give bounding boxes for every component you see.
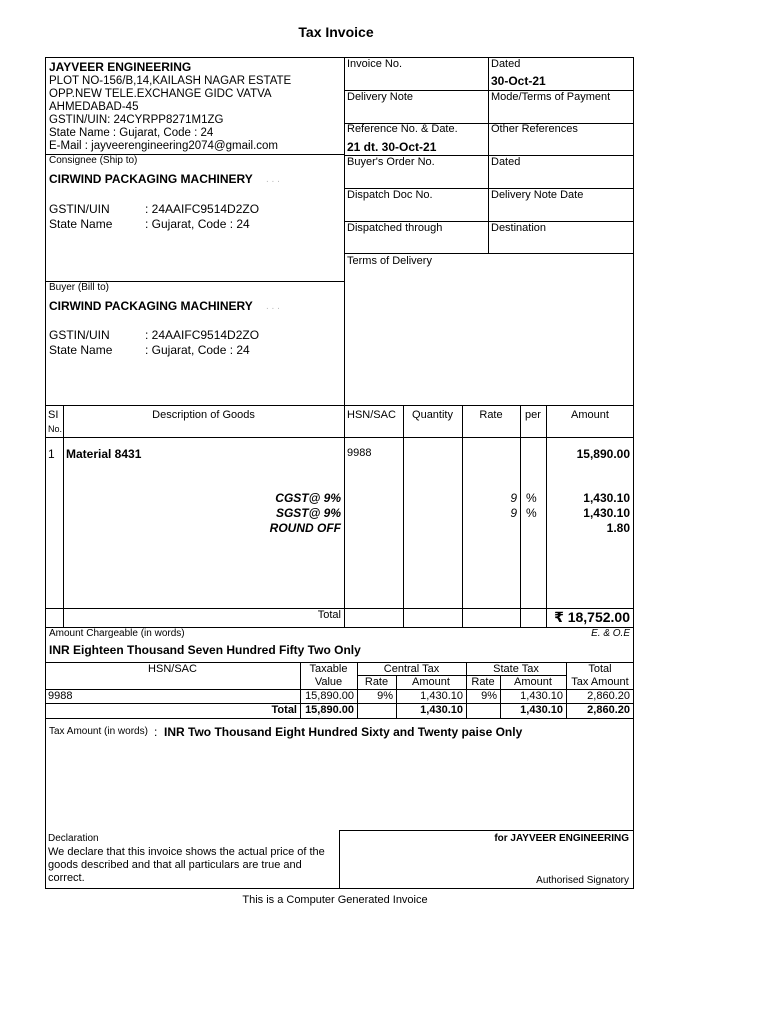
tax-total-amount: 2,860.20: [587, 704, 630, 716]
seller-gstin: GSTIN/UIN: 24CYRPP8271M1ZG: [49, 114, 224, 126]
declaration-heading: Declaration: [48, 833, 99, 844]
for-company: for JAYVEER ENGINEERING: [494, 833, 629, 844]
cgst-label: CGST@ 9%: [275, 491, 341, 505]
cgst-rate: 9: [510, 491, 517, 505]
consignee-state-label: State Name: [49, 217, 113, 231]
tax-state-header: State Tax: [493, 663, 539, 675]
authorised-signatory: Authorised Signatory: [536, 875, 629, 886]
delivery-note-label: Delivery Note: [347, 91, 414, 103]
col-si-header: SI: [48, 409, 59, 421]
buyer-gstin-label: GSTIN/UIN: [49, 328, 110, 342]
tax-row-state-amount: 1,430.10: [520, 690, 563, 702]
tax-words-label: Tax Amount (in words): [49, 726, 148, 737]
col-no-header: No.: [48, 424, 63, 434]
declaration-line-2: goods described and that all particulars are true and: [48, 859, 302, 871]
col-amount-header: Amount: [571, 409, 609, 421]
col-hsn-header: HSN/SAC: [347, 409, 396, 421]
reference-value: 21 dt. 30-Oct-21: [347, 140, 437, 154]
buyer-name: CIRWIND PACKAGING MACHINERY: [49, 299, 253, 313]
tax-total-central-amount: 1,430.10: [420, 704, 463, 716]
consignee-name: CIRWIND PACKAGING MACHINERY: [49, 172, 253, 186]
sgst-per: %: [526, 506, 537, 520]
col-description-header: Description of Goods: [152, 409, 255, 421]
consignee-gstin-value: : 24AAIFC9514D2ZO: [145, 202, 260, 216]
tax-row-central-rate: 9%: [377, 690, 393, 702]
col-per-header: per: [525, 409, 541, 421]
tax-taxable-header-2: Value: [314, 676, 343, 688]
tax-row-central-amount: 1,430.10: [420, 690, 463, 702]
buyer-state-value: : Gujarat, Code : 24: [145, 343, 250, 357]
tax-words-colon: :: [154, 725, 158, 739]
seller-address-2: OPP.NEW TELE.EXCHANGE GIDC VATVA: [49, 88, 272, 100]
tax-row-state-rate: 9%: [481, 690, 497, 702]
buyer-faint-dots: . . .: [266, 301, 280, 312]
round-off-label: ROUND OFF: [269, 521, 341, 535]
tax-total-taxable: 15,890.00: [305, 704, 354, 716]
tax-total-label: Total: [271, 704, 297, 716]
buyers-order-label: Buyer's Order No.: [347, 156, 435, 168]
amount-words: INR Eighteen Thousand Seven Hundred Fifty Two Only: [49, 643, 361, 657]
tax-row-total: 2,860.20: [587, 690, 630, 702]
consignee-heading: Consignee (Ship to): [49, 155, 138, 166]
tax-central-rate-header: Rate: [364, 676, 389, 688]
seller-state: State Name : Gujarat, Code : 24: [49, 127, 214, 139]
declaration-line-1: We declare that this invoice shows the actual price of the: [48, 846, 325, 858]
declaration-line-3: correct.: [48, 872, 85, 884]
round-off-amount: 1.80: [606, 521, 630, 535]
tax-words: INR Two Thousand Eight Hundred Sixty and Twenty paise Only: [164, 725, 523, 739]
tax-taxable-header-1: Taxable: [309, 663, 348, 675]
tax-total-state-amount: 1,430.10: [520, 704, 563, 716]
sgst-amount: 1,430.10: [583, 506, 630, 520]
item-description: Material 8431: [66, 447, 142, 461]
buyer-gstin-value: : 24AAIFC9514D2ZO: [145, 328, 260, 342]
cgst-per: %: [526, 491, 537, 505]
col-quantity-header: Quantity: [412, 409, 453, 421]
buyer-state-label: State Name: [49, 343, 113, 357]
tax-state-amount-header: Amount: [514, 676, 552, 688]
page-title: Tax Invoice: [298, 24, 374, 40]
consignee-faint-dots: . . .: [266, 174, 280, 185]
sgst-label: SGST@ 9%: [275, 506, 341, 520]
tax-hsn-header: HSN/SAC: [148, 663, 197, 675]
dated-label: Dated: [491, 58, 521, 70]
seller-name: JAYVEER ENGINEERING: [49, 60, 192, 74]
items-total-amount: ₹ 18,752.00: [554, 609, 630, 625]
items-total-label: Total: [317, 609, 341, 621]
consignee-gstin-label: GSTIN/UIN: [49, 202, 110, 216]
tax-central-amount-header: Amount: [412, 676, 450, 688]
footer-note: This is a Computer Generated Invoice: [242, 894, 428, 906]
seller-address-3: AHMEDABAD-45: [49, 101, 139, 113]
reference-label: Reference No. & Date.: [347, 123, 458, 135]
dispatch-doc-label: Dispatch Doc No.: [347, 189, 433, 201]
seller-email: E-Mail : jayveerengineering2074@gmail.com: [49, 140, 279, 152]
sgst-rate: 9: [510, 506, 517, 520]
dated2-label: Dated: [491, 156, 521, 168]
mode-terms-label: Mode/Terms of Payment: [491, 91, 611, 103]
amount-words-label: Amount Chargeable (in words): [49, 628, 185, 639]
tax-total-header-1: Total: [588, 663, 612, 675]
cgst-amount: 1,430.10: [583, 491, 630, 505]
col-rate-header: Rate: [479, 409, 503, 421]
delivery-note-date-label: Delivery Note Date: [491, 189, 584, 201]
eoe-label: E. & O.E: [591, 628, 630, 639]
tax-row-taxable: 15,890.00: [305, 690, 354, 702]
tax-state-rate-header: Rate: [471, 676, 495, 688]
item-hsn: 9988: [347, 447, 372, 459]
item-si: 1: [48, 447, 55, 461]
destination-label: Destination: [491, 222, 547, 234]
tax-row-hsn: 9988: [48, 690, 73, 702]
seller-block: [49, 60, 343, 153]
tax-central-header: Central Tax: [383, 663, 440, 675]
dated-value: 30-Oct-21: [491, 74, 546, 88]
seller-address-1: PLOT NO-156/B,14,KAILASH NAGAR ESTATE: [49, 75, 292, 87]
other-references-label: Other References: [491, 123, 578, 135]
tax-total-header-2: Tax Amount: [571, 676, 629, 688]
buyer-heading: Buyer (Bill to): [49, 282, 110, 293]
item-amount: 15,890.00: [576, 447, 630, 461]
invoice-no-label: Invoice No.: [347, 58, 403, 70]
terms-of-delivery-label: Terms of Delivery: [347, 255, 432, 267]
dispatched-through-label: Dispatched through: [347, 222, 443, 234]
consignee-state-value: : Gujarat, Code : 24: [145, 217, 250, 231]
